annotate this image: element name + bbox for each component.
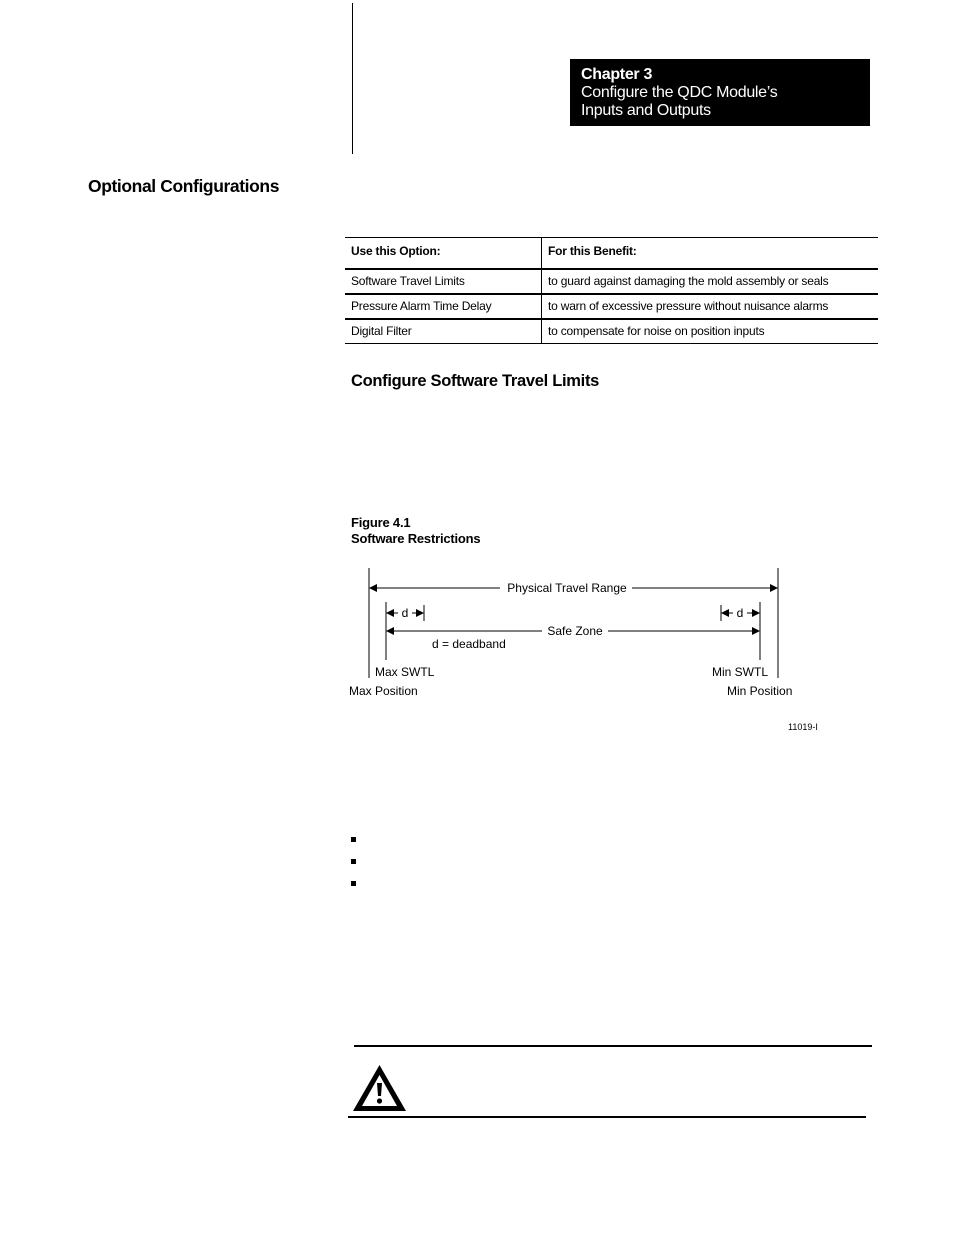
deadband-definition: d = deadband: [432, 637, 506, 651]
deadband-right-label: d: [736, 606, 744, 620]
warning-rule-bottom: [348, 1116, 866, 1118]
safe-zone-label: Safe Zone: [547, 624, 603, 638]
min-position-label: Min Position: [727, 684, 793, 698]
min-swtl-label: Min SWTL: [712, 665, 769, 679]
max-position-label: Max Position: [349, 684, 418, 698]
chapter-title-line2: Inputs and Outputs: [581, 102, 711, 119]
bullet-list: [351, 837, 356, 903]
table-cell-benefit: to compensate for noise on position inputs: [542, 319, 879, 344]
warning-rule-top: [354, 1045, 872, 1047]
table-header-row: [345, 238, 878, 269]
margin-vertical-rule: [352, 3, 353, 154]
deadband-left-label: d: [401, 606, 409, 620]
bullet-marker: [351, 837, 356, 842]
figure-title: Software Restrictions: [351, 531, 481, 546]
warning-triangle-icon: [351, 1063, 408, 1113]
figure-number: Figure 4.1: [351, 515, 411, 530]
chapter-title-line1: Configure the QDC Module’s: [581, 84, 778, 101]
table-cell-option: Digital Filter: [345, 319, 542, 344]
table-row: [345, 294, 878, 319]
table-cell-option: Pressure Alarm Time Delay: [345, 294, 542, 319]
subsection-title: Configure Software Travel Limits: [351, 372, 600, 390]
options-table: [345, 237, 878, 344]
table-header-option: Use this Option:: [345, 238, 542, 269]
table-cell-option: Software Travel Limits: [345, 269, 542, 294]
table-cell-benefit: to guard against damaging the mold assembly or seals: [542, 269, 879, 294]
table-row: [345, 319, 878, 344]
bullet-marker: [351, 859, 356, 864]
chapter-label: Chapter 3: [581, 66, 653, 83]
table-row: [345, 269, 878, 294]
figure-caption: [351, 515, 480, 547]
section-title: Optional Configurations: [88, 176, 280, 196]
bullet-marker: [351, 881, 356, 886]
table-cell-benefit: to warn of excessive pressure without nuisance alarms: [542, 294, 879, 319]
max-swtl-label: Max SWTL: [375, 665, 435, 679]
figure-id-label: 11019-I: [788, 722, 818, 732]
table-header-benefit: For this Benefit:: [542, 238, 879, 269]
chapter-header: [570, 59, 870, 126]
physical-travel-range-label: Physical Travel Range: [507, 581, 627, 595]
software-restrictions-diagram: [340, 560, 820, 740]
